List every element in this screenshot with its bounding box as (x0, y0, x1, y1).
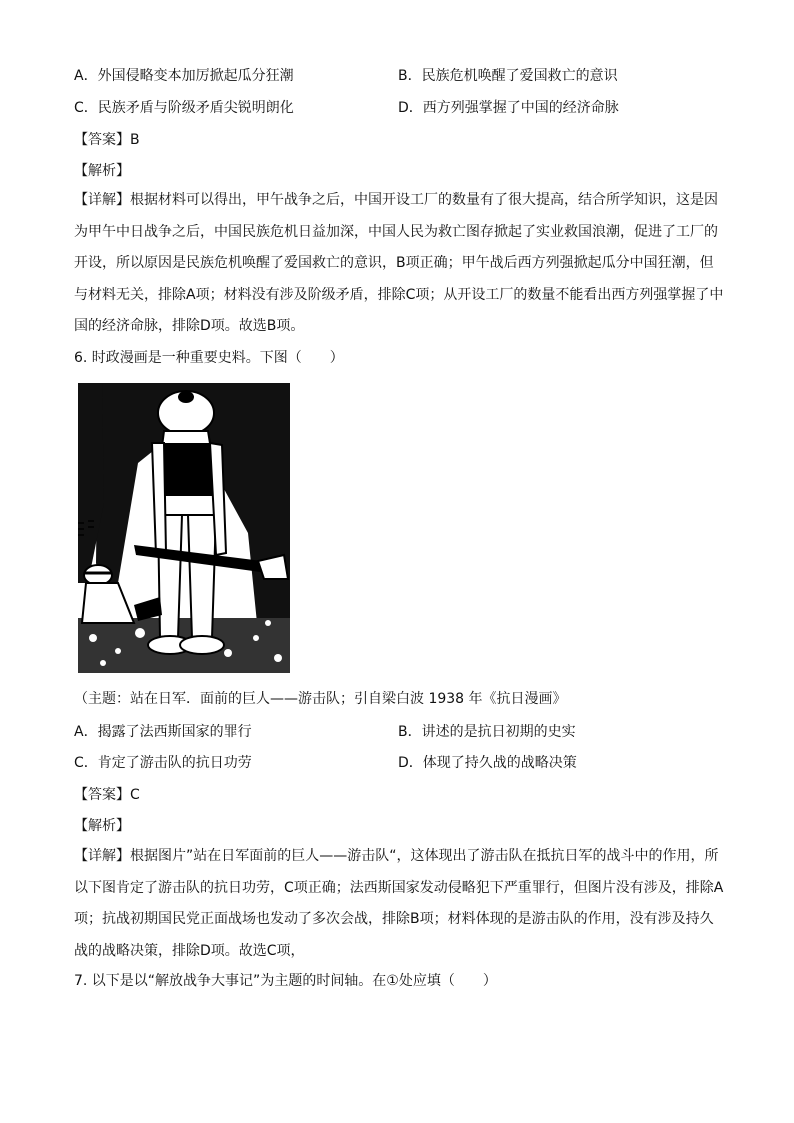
q6-option-d: D．体现了持久战的战略决策 (398, 755, 577, 771)
q6-option-b: B．讲述的是抗日初期的史实 (398, 724, 576, 740)
q5-answer: 【答案】B (74, 132, 140, 148)
q7-stem: 7. 以下是以“解放战争大事记”为主题的时间轴。在①处应填（ ） (74, 973, 497, 989)
q5-detail: 【详解】根据材料可以得出，甲午战争之后，中国开设工厂的数量有了很大提高，结合所学知识，这是因为甲午中日战争之后，中国民族危机日益加深，中国人民为救亡图存掀起了实业救国浪潮，促进了工厂的开设，所以原因是民族危机唤醒了爱国救亡的意识，B项正确；甲午战后西方列强掀起瓜分中国狂潮，但与材料无关，排除A项；材料没有涉及阶级矛盾，排除C项；从开设工厂的数量不能看出西方列强掌握了中国的经济命脉，排除D项。故选B项。 (74, 192, 724, 334)
q6-detail: 【详解】根据图片”站在日军面前的巨人——游击队“，这体现出了游击队在抵抗日军的战斗中的作用，所以下图肯定了游击队的抗日功劳，C项正确；法西斯国家发动侵略犯下严重罪行，但图片没有涉及，排除A项；抗战初期国民党正面战场也发动了多次会战，排除B项；材料体现的是游击队的作用，没有涉及持久战的战略决策，排除D项。故选C项， (74, 848, 724, 959)
q5-analysis-heading: 【解析】 (74, 163, 130, 179)
q5-option-b: B．民族危机唤醒了爱国救亡的意识 (398, 68, 618, 84)
q6-option-c: C．肯定了游击队的抗日功劳 (74, 755, 252, 771)
q6-stem: 6. 时政漫画是一种重要史料。下图（ ） (74, 350, 344, 366)
guerrilla-cartoon-image (78, 383, 290, 673)
q5-option-d: D．西方列强掌握了中国的经济命脉 (398, 100, 619, 116)
q6-analysis-heading: 【解析】 (74, 818, 130, 834)
q5-option-c: C．民族矛盾与阶级矛盾尖锐明朗化 (74, 100, 294, 116)
q5-option-a: A．外国侵略变本加厉掀起瓜分狂潮 (74, 68, 294, 84)
q6-answer: 【答案】C (74, 787, 140, 803)
q6-caption: （主题：站在日军．面前的巨人——游击队；引自梁白波 1938 年《抗日漫画》 (74, 691, 567, 707)
q6-option-a: A．揭露了法西斯国家的罪行 (74, 724, 252, 740)
